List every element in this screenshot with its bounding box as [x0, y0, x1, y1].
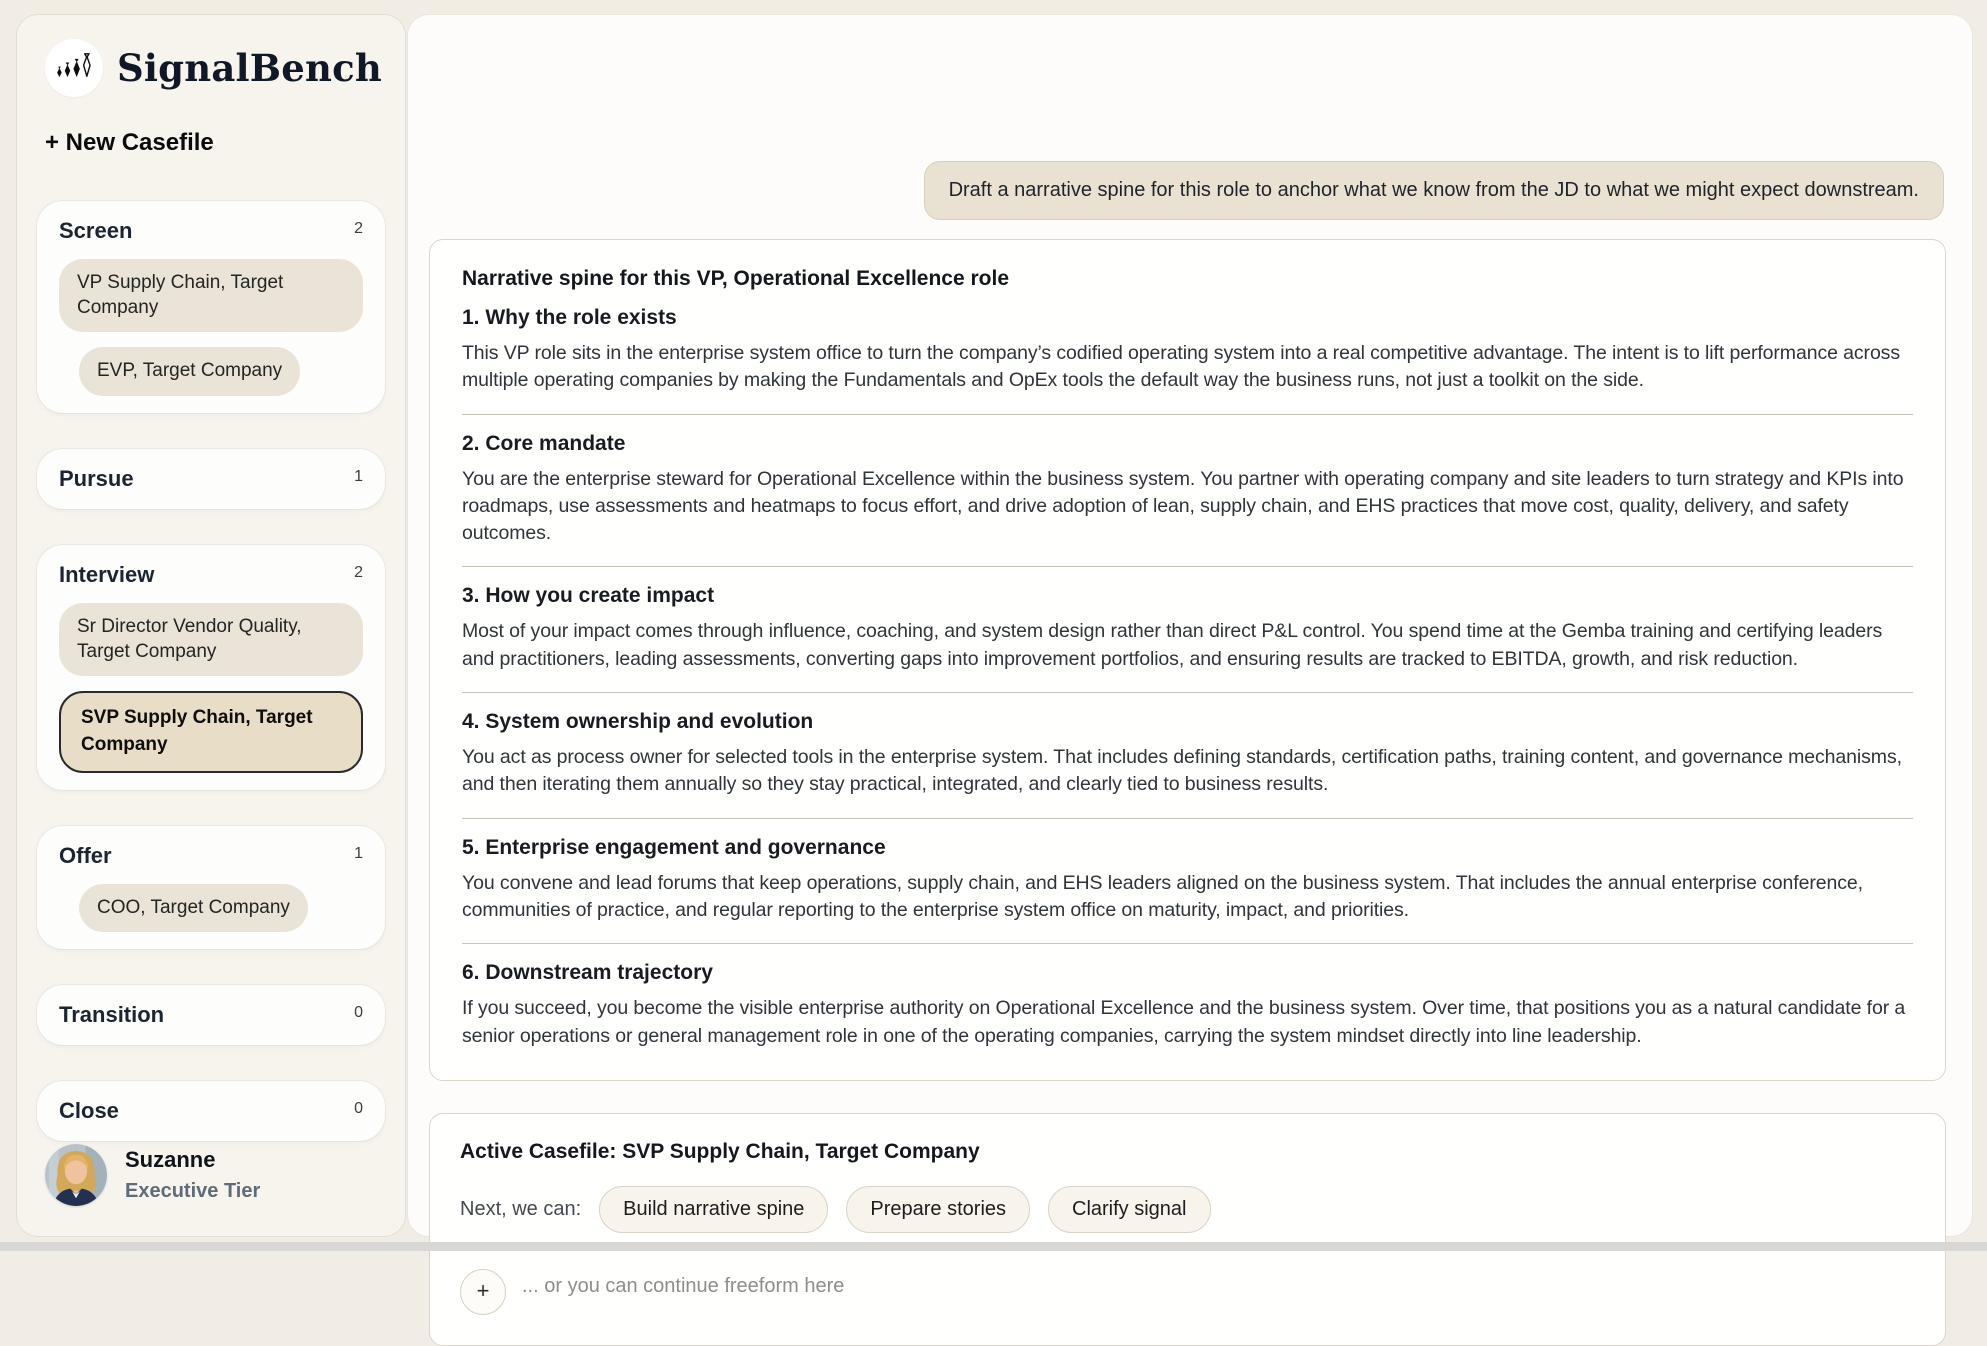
freeform-input[interactable]: ... or you can continue freeform here — [522, 1274, 845, 1297]
stage-label-interview[interactable]: Interview — [59, 562, 155, 588]
stage-card-screen — [37, 201, 385, 413]
stage-label-offer[interactable]: Offer — [59, 842, 112, 868]
casefile-pill-vp-supply-chain[interactable]: VP Supply Chain, Target Company — [59, 259, 363, 332]
stage-count-transition: 0 — [354, 1004, 363, 1022]
composer-panel — [429, 1113, 1946, 1346]
doc-section-1 — [462, 306, 1913, 395]
doc-section-heading: 2. Core mandate — [462, 431, 626, 455]
suggested-actions-row — [460, 1186, 1915, 1233]
prepare-stories-button[interactable]: Prepare stories — [846, 1186, 1030, 1233]
stage-label-transition[interactable]: Transition — [59, 1002, 165, 1028]
stage-count-interview: 2 — [354, 564, 363, 582]
user-profile[interactable] — [37, 1144, 385, 1214]
clarify-signal-button[interactable]: Clarify signal — [1048, 1186, 1210, 1233]
next-we-can-label: Next, we can: — [460, 1197, 582, 1220]
assistant-response-card — [429, 239, 1946, 1081]
user-tier-badge: Executive Tier — [125, 1180, 261, 1202]
stage-card-pursue — [37, 449, 385, 509]
stage-count-offer: 1 — [354, 844, 363, 862]
stage-card-interview — [37, 545, 385, 790]
avatar — [45, 1144, 107, 1206]
build-narrative-spine-button[interactable]: Build narrative spine — [599, 1186, 828, 1233]
casefile-pill-coo[interactable]: COO, Target Company — [79, 884, 308, 933]
stage-count-screen: 2 — [354, 220, 363, 237]
stage-count-pursue: 1 — [354, 468, 363, 486]
doc-section-3 — [462, 566, 1913, 673]
app-window — [16, 14, 1973, 1303]
chat-main — [407, 14, 1973, 1303]
user-message-bubble: Draft a narrative spine for this role to anchor what we know from the JD to what we might expect downstream. — [924, 161, 1944, 220]
doc-section-heading: 4. System ownership and evolution — [462, 710, 814, 734]
doc-section-heading: 3. How you create impact — [462, 584, 715, 608]
new-casefile-button[interactable]: + New Casefile — [45, 129, 214, 156]
doc-section-body: You act as process owner for selected tools in the enterprise system. That includes defining standards, certification paths, training content, and governance mechanisms, and then iterating them annually so they stay practical, integrated, and clearly tied to business results. — [462, 746, 1902, 796]
window-bottom-edge — [0, 1242, 1987, 1251]
app-title: SignalBench — [117, 46, 382, 90]
active-casefile-title: Active Casefile: SVP Supply Chain, Target Company — [460, 1139, 980, 1163]
doc-section-heading: 1. Why the role exists — [462, 306, 677, 329]
doc-section-heading: 6. Downstream trajectory — [462, 961, 713, 985]
doc-section-body: You are the enterprise steward for Operational Excellence within the business system. You partner with operating company and site leaders to turn strategy and KPIs into roadmaps, use assessments and heatmaps to focus effort, and drive adoption of lean, supply chain, and EHS practices that move cost, quality, delivery, and safety outcomes. — [462, 467, 1904, 545]
logo — [37, 39, 385, 97]
stage-count-close: 0 — [354, 1100, 363, 1118]
user-identity — [125, 1147, 260, 1203]
freeform-input-row — [460, 1269, 1915, 1315]
casefile-pill-sr-director-vendor-quality[interactable]: Sr Director Vendor Quality, Target Company — [59, 603, 363, 676]
doc-section-body: Most of your impact comes through influence, coaching, and system design rather than direct P&L control. You spend time at the Gemba training and certifying leaders and practitioners, leading assessments, converting gaps into improvement portfolios, and ensuring results are tracked to EBITDA, growth, and risk reduction. — [462, 620, 1883, 670]
doc-section-body: You convene and lead forums that keep operations, supply chain, and EHS leaders aligned on the business system. That includes the annual enterprise conference, communities of practice, and regular reporting to the enterprise system office on maturity, impact, and priorities. — [462, 871, 1863, 921]
stage-card-offer — [37, 826, 385, 950]
doc-section-body: If you succeed, you become the visible enterprise authority on Operational Excellence and the business system. Over time, that positions you as a natural candidate for a senior operations or general management role in one of the operating companies, carrying the system mindset directly into line leadership. — [462, 997, 1906, 1047]
stage-label-screen[interactable]: Screen — [59, 218, 133, 243]
doc-section-6 — [462, 943, 1913, 1050]
stage-label-pursue[interactable]: Pursue — [59, 466, 134, 492]
doc-section-2 — [462, 414, 1913, 548]
document-title: Narrative spine for this VP, Operational Excellence role — [462, 267, 1009, 290]
casefile-pill-evp[interactable]: EVP, Target Company — [79, 347, 300, 396]
doc-section-body: This VP role sits in the enterprise system office to turn the company’s codified operating system into a real competitive advantage. The intent is to lift performance across multiple operating companies by making the Fundamentals and OpEx tools the default way the business runs, not just a toolkit on the side. — [462, 342, 1900, 392]
stage-label-close[interactable]: Close — [59, 1098, 119, 1124]
sidebar — [16, 14, 406, 1237]
casefile-pill-svp-supply-chain-selected[interactable]: SVP Supply Chain, Target Company — [59, 691, 363, 772]
user-name: Suzanne — [125, 1147, 216, 1172]
signalbench-ties-logo-icon — [45, 39, 103, 97]
stage-card-transition — [37, 985, 385, 1045]
add-button[interactable]: + — [460, 1269, 506, 1315]
stage-card-close — [37, 1081, 385, 1141]
doc-section-4 — [462, 692, 1913, 799]
doc-section-heading: 5. Enterprise engagement and governance — [462, 835, 886, 859]
doc-section-5 — [462, 818, 1913, 925]
